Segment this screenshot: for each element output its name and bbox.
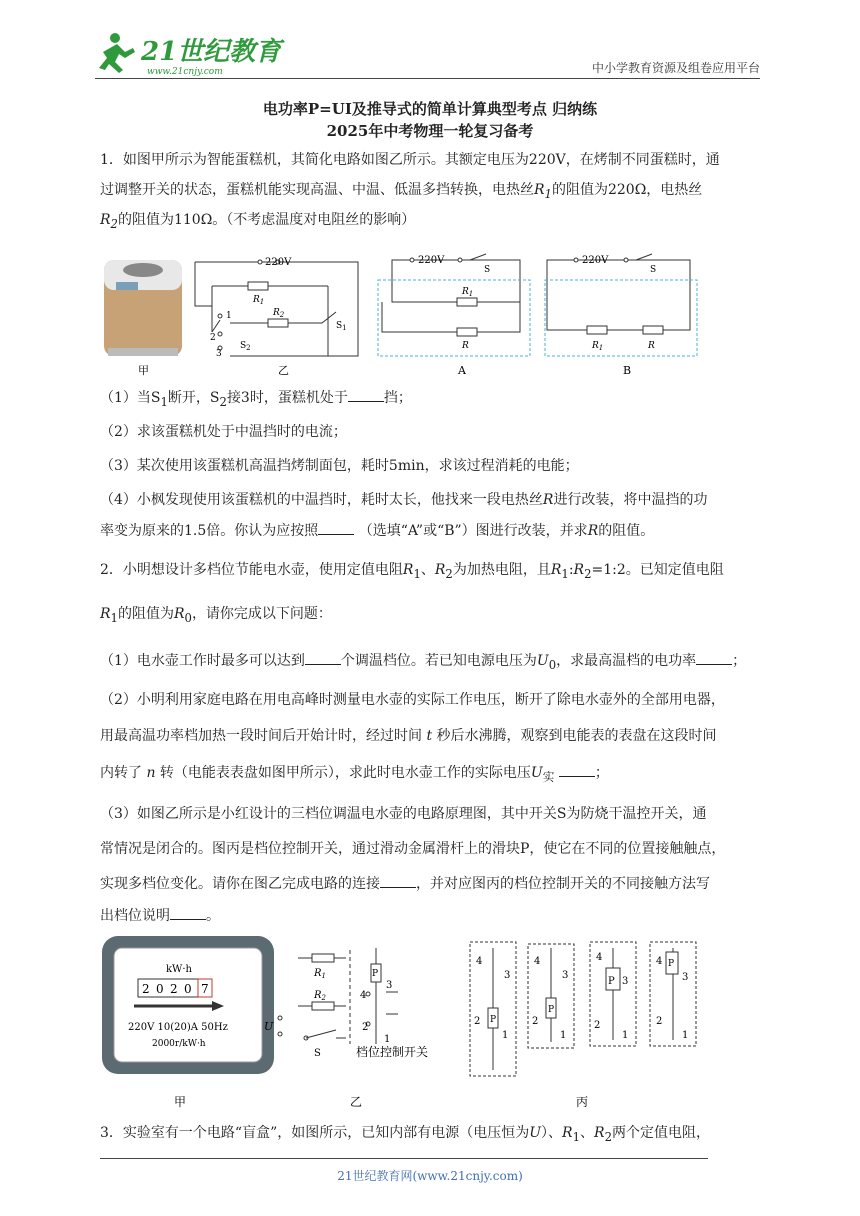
- answer-blank[interactable]: [559, 764, 595, 777]
- meter-digit: 7: [201, 982, 209, 996]
- q2-sub3-line4: 出档位说明 。: [100, 908, 220, 924]
- svg-text:R1: $R_1$: [253, 295, 265, 306]
- answer-blank[interactable]: [305, 652, 341, 665]
- svg-text:4: 4: [596, 952, 603, 963]
- energy-meter-image: [102, 936, 274, 1074]
- svg-text:S: S: [650, 265, 657, 275]
- svg-text:1: 1: [682, 1030, 689, 1041]
- circuit-b: [545, 254, 697, 356]
- meter-unit: kW·h: [166, 964, 192, 975]
- q1-sub4-line1: （4）小枫发现使用该蛋糕机的中温挡时，耗时太长，他找来一段电热丝R进行改装，将中温挡的功: [100, 492, 708, 508]
- circuit-a: [378, 254, 530, 356]
- svg-text:4: 4: [534, 956, 541, 967]
- fig-label-bing: 丙: [576, 1095, 589, 1109]
- svg-text:3: 3: [504, 970, 511, 981]
- svg-text:2: 2: [362, 1022, 369, 1033]
- q1-sub4-line2: 率变为原来的1.5倍。你认为应按照 （选填“A”或“B”）图进行改装，并求R的阻值。: [100, 523, 655, 539]
- q1-stem-line3: $R_2$的阻值为110Ω。（不考虑温度对电阻丝的影响）: [100, 212, 416, 231]
- svg-text:3: 3: [562, 970, 569, 981]
- svg-text:P: P: [490, 1015, 497, 1025]
- svg-text:3: 3: [386, 980, 393, 991]
- meter-digit: 0: [156, 982, 164, 996]
- q1-sub3: （3）某次使用该蛋糕机高温挡烤制面包，耗时5min，求该过程消耗的电能；: [100, 458, 579, 474]
- q1-sub2: （2）求该蛋糕机处于中温挡时的电流；: [100, 424, 347, 440]
- svg-text:R: R: [648, 341, 655, 351]
- q1-figures: [100, 252, 700, 381]
- svg-text:2: 2: [594, 1020, 601, 1031]
- header-divider: [95, 78, 760, 79]
- footer-divider: [100, 1158, 708, 1159]
- fig-label-jia: 甲: [174, 1095, 187, 1109]
- svg-text:P: P: [668, 959, 675, 969]
- meter-digit: 2: [170, 982, 178, 996]
- logo-url: www.21cnjy.com: [147, 67, 223, 77]
- q2-sub2-line3: 内转了 n 转（电能表表盘如图甲所示），求此时电水壶工作的实际电压$U_实$ ；: [100, 765, 609, 784]
- svg-text:1: 1: [622, 1030, 629, 1041]
- fig-label-a: A: [458, 364, 466, 377]
- answer-blank[interactable]: [318, 522, 354, 535]
- svg-text:220V: 220V: [418, 255, 445, 266]
- svg-text:2: 2: [210, 333, 216, 343]
- svg-text:P: P: [548, 1005, 555, 1015]
- svg-text:R1: $R_1$: [592, 341, 604, 352]
- q1-sub1: （1）当$S_1$断开，$S_2$接3时，蛋糕机处于 挡；: [100, 390, 412, 409]
- q2-sub1: （1）电水壶工作时最多可以达到 个调温档位。若已知电源电压为$U_0$，求最高温档的电功率 ；: [100, 653, 747, 672]
- doc-title-line1: 电功率P=UI及推导式的简单计算典型考点 归纳练: [262, 100, 598, 118]
- switch-label: 档位控制开关: [356, 1045, 429, 1059]
- q2-sub2-line1: （2）小明利用家庭电路在用电高峰时测量电水壶的实际工作电压，断开了除电水壶外的全部用电器，: [100, 692, 725, 708]
- svg-text:P: P: [608, 976, 615, 987]
- svg-text:S2: $S_2$: [240, 341, 251, 352]
- svg-text:220V: 220V: [582, 255, 609, 266]
- svg-text:1: 1: [560, 1030, 567, 1041]
- svg-text:4: 4: [476, 956, 483, 967]
- svg-text:R2: $R_2$: [314, 990, 326, 1002]
- answer-blank[interactable]: [696, 652, 732, 665]
- svg-text:2: 2: [656, 1016, 663, 1027]
- meter-digit: 2: [142, 982, 150, 996]
- svg-text:S: S: [484, 265, 491, 275]
- meter-spec: 220V 10(20)A 50Hz: [128, 1022, 228, 1033]
- fig-label-jia: 甲: [138, 364, 149, 377]
- svg-text:3: 3: [682, 972, 689, 983]
- svg-text:R1: $R_1$: [314, 968, 326, 980]
- svg-text:1: 1: [384, 1034, 391, 1045]
- runner-icon: [99, 33, 135, 73]
- answer-blank[interactable]: [348, 389, 384, 402]
- q2-sub3-line2: 常情况是闭合的。图丙是档位控制开关，通过滑动金属滑杆上的滑块P，使它在不同的位置接触触点，: [100, 841, 726, 857]
- q2-sub3-line3: 实现多档位变化。请你在图乙完成电路的连接 ，并对应图丙的档位控制开关的不同接触方法写: [100, 876, 710, 892]
- q2-figures: [100, 934, 710, 1118]
- svg-text:S: S: [314, 1048, 321, 1059]
- svg-text:1: 1: [226, 311, 232, 321]
- footer-link[interactable]: 21世纪教育网(www.21cnjy.com): [337, 1169, 523, 1183]
- logo-text: 21世纪教育: [141, 37, 282, 67]
- fig-label-yi: 乙: [278, 364, 289, 377]
- cake-machine-image: [104, 260, 182, 356]
- voltage-label-yi: 220V: [265, 257, 292, 268]
- svg-text:2: 2: [532, 1016, 539, 1027]
- q3-stem: 3．实验室有一个电路“盲盒”，如图所示，已知内部有电源（电压恒为U）、$R_1$、$R_2$两个定值电阻，: [100, 1125, 710, 1144]
- q2-stem-line1: 2．小明想设计多档位节能电水壶，使用定值电阻$R_1$、$R_2$为加热电阻，且$R_1:R_2=1:2$。已知定值电阻: [100, 562, 724, 581]
- circuit-yi-parts: [278, 948, 398, 1044]
- svg-text:4: 4: [360, 990, 367, 1001]
- svg-text:R2: $R_2$: [273, 308, 285, 319]
- fig-label-b: B: [623, 364, 632, 377]
- platform-name: 中小学教育资源及组卷应用平台: [591, 61, 760, 75]
- q1-stem-line2: 过调整开关的状态，蛋糕机能实现高温、中温、低温多挡转换，电热丝$R_1$的阻值为220Ω，电热丝: [100, 182, 703, 201]
- q1-stem-line1: 1．如图甲所示为智能蛋糕机，其简化电路如图乙所示。其额定电压为220V，在烤制不同蛋糕时，通: [100, 152, 720, 168]
- svg-text:U: U: [264, 1020, 274, 1033]
- svg-text:S1: $S_1$: [336, 321, 347, 332]
- svg-text:3: 3: [216, 349, 222, 359]
- svg-text:3: 3: [622, 976, 629, 987]
- svg-text:4: 4: [656, 956, 663, 967]
- svg-text:R1: $R_1$: [462, 287, 474, 298]
- svg-text:1: 1: [502, 1030, 509, 1041]
- site-logo: [95, 30, 282, 78]
- svg-text:2: 2: [474, 1016, 481, 1027]
- svg-text:R: R: [462, 341, 469, 351]
- svg-text:P: P: [372, 969, 379, 979]
- meter-digit: 0: [184, 982, 192, 996]
- doc-title-line2: 2025年中考物理一轮复习备考: [326, 122, 534, 140]
- answer-blank[interactable]: [170, 907, 206, 920]
- answer-blank[interactable]: [380, 875, 416, 888]
- meter-rate: 2000r/kW·h: [152, 1039, 206, 1049]
- q2-sub3-line1: （3）如图乙所示是小红设计的三档位调温电水壶的电路原理图，其中开关S为防烧干温控开关，通: [100, 806, 707, 822]
- fig-label-yi: 乙: [350, 1095, 363, 1109]
- q2-sub2-line2: 用最高温功率档加热一段时间后开始计时，经过时间 t 秒后水沸腾，观察到电能表的表盘在这段时间: [100, 728, 717, 744]
- q2-stem-line2: $R_1$的阻值为$R_0$，请你完成以下问题：: [100, 606, 332, 625]
